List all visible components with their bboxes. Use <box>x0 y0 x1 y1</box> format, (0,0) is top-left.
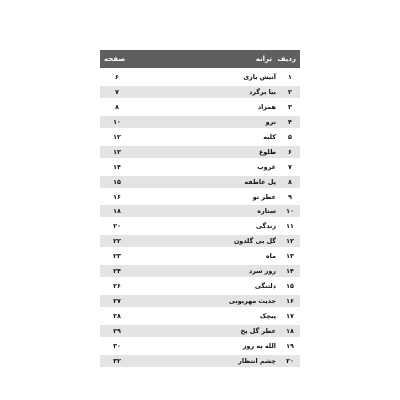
row-number: ۱۱ <box>286 222 294 231</box>
row-page: ۸ <box>115 102 119 111</box>
toc-row <box>100 116 300 128</box>
row-number: ۱۴ <box>286 267 294 276</box>
row-number: ۶ <box>288 147 292 156</box>
toc-row <box>100 161 300 173</box>
row-page: ۱۳ <box>113 147 121 156</box>
toc-row <box>100 295 300 307</box>
toc-row <box>100 355 300 367</box>
header-title: ترانه <box>255 55 272 63</box>
row-page: ۱۰ <box>113 117 121 126</box>
row-number: ۲ <box>288 87 292 96</box>
row-number: ۳ <box>288 102 292 111</box>
toc-row <box>100 205 300 217</box>
row-title: نرو <box>265 117 276 126</box>
row-page: ۱۲ <box>113 132 121 141</box>
row-title: کلبه <box>263 132 276 141</box>
row-page: ۳۲ <box>113 356 121 365</box>
row-page: ۱۶ <box>113 192 121 201</box>
row-page: ۲۴ <box>113 267 121 276</box>
row-title: زندگی <box>256 222 276 231</box>
row-title: الله یه روز <box>242 341 276 350</box>
row-page: ۲۶ <box>113 282 121 291</box>
row-title: عطر تو <box>252 192 276 201</box>
row-title: بیا برگرد <box>249 87 276 96</box>
row-title: عطر گل یخ <box>240 326 276 335</box>
table-of-contents <box>100 50 300 370</box>
row-number: ۱۵ <box>286 282 294 291</box>
row-page: ۲۳ <box>113 252 121 261</box>
row-title: پیچک <box>259 312 276 320</box>
row-title: غروب <box>257 162 276 171</box>
toc-row <box>100 280 300 292</box>
toc-row <box>100 176 300 188</box>
row-number: ۱۶ <box>286 297 294 306</box>
row-title: ستاره <box>257 207 276 216</box>
toc-row <box>100 86 300 98</box>
row-number: ۱۲ <box>286 237 294 246</box>
row-page: ۳۰ <box>113 341 121 350</box>
toc-row <box>100 131 300 143</box>
row-number: ۱۹ <box>286 341 294 350</box>
toc-body <box>100 71 300 367</box>
toc-row <box>100 310 300 322</box>
row-number: ۵ <box>288 132 292 141</box>
header-number: ردیف <box>277 55 296 63</box>
toc-header <box>100 50 300 68</box>
row-number: ۴ <box>288 117 292 126</box>
row-page: ۲۷ <box>113 297 121 306</box>
row-number: ۸ <box>288 177 292 186</box>
row-number: ۱ <box>288 73 292 81</box>
row-title: ماه <box>265 252 276 261</box>
row-page: ۲۲ <box>113 237 121 246</box>
toc-row <box>100 191 300 203</box>
toc-row <box>100 325 300 337</box>
row-title: طلوع <box>258 147 276 156</box>
row-title: چشم انتظار <box>238 356 276 365</box>
row-page: ۶ <box>115 73 119 81</box>
row-title: همزاد <box>257 102 276 111</box>
row-page: ۱۴ <box>113 162 121 171</box>
row-title: روز سرد <box>248 267 276 276</box>
row-title: دلتنگی <box>254 282 276 291</box>
toc-row <box>100 265 300 277</box>
row-number: ۲۰ <box>286 356 294 365</box>
row-title: گل بی گلدون <box>233 237 276 246</box>
toc-row <box>100 146 300 158</box>
row-number: ۱۳ <box>286 252 294 261</box>
row-page: ۲۹ <box>113 326 121 335</box>
row-page: ۱۵ <box>113 177 121 186</box>
toc-row <box>100 220 300 232</box>
row-page: ۱۸ <box>113 207 121 216</box>
row-number: ۱۷ <box>286 312 294 320</box>
row-page: ۷ <box>115 87 119 96</box>
toc-row <box>100 71 300 83</box>
row-page: ۲۸ <box>113 312 121 320</box>
row-number: ۹ <box>288 192 292 201</box>
row-title: پل عاطفه <box>244 177 276 186</box>
toc-row <box>100 235 300 247</box>
row-page: ۲۰ <box>113 222 121 231</box>
header-page: صفحه <box>104 55 126 63</box>
row-number: ۱۸ <box>286 326 294 335</box>
row-title: آتیش بازی <box>243 73 276 81</box>
toc-row <box>100 101 300 113</box>
toc-row <box>100 340 300 352</box>
row-number: ۱۰ <box>286 207 294 216</box>
row-title: حدیث مهربونی <box>228 297 276 306</box>
row-number: ۷ <box>288 162 292 171</box>
toc-row <box>100 250 300 262</box>
